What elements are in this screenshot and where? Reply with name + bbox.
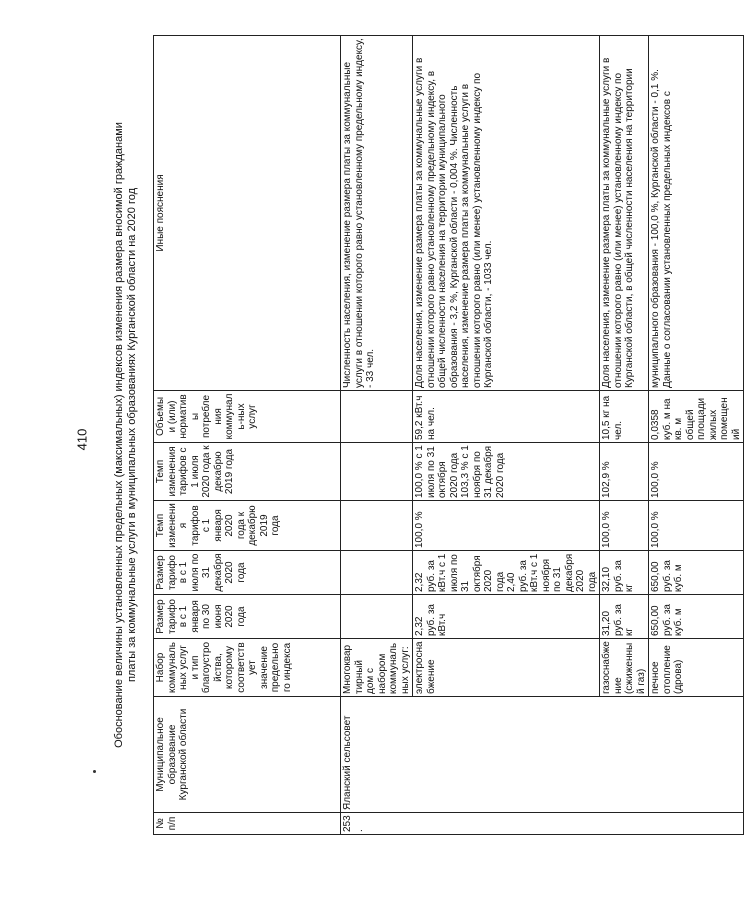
- title-line-1: Обоснование величины установленных предельных (максимальных) индексов изменения размера вносимой гражданами: [113, 122, 125, 748]
- tariff-jan: 2,32 руб. за кВт.ч: [413, 595, 600, 639]
- rate-jan: 100,0 %: [600, 501, 649, 551]
- rate-jan: 100,0 %: [413, 501, 600, 551]
- tariff-jan: 650,00 руб. за куб. м: [649, 595, 744, 639]
- scan-speck: [93, 770, 96, 773]
- header-mo: Муниципальное образование Курганской области: [154, 697, 341, 813]
- table-row: [341, 36, 413, 835]
- rotated-document: [113, 35, 742, 835]
- document-title: [113, 35, 153, 835]
- service-name: электроснабжение: [413, 639, 600, 697]
- volume: 59,2 кВт.ч на чел.: [413, 391, 600, 443]
- municipality-name: Яланский сельсовет: [341, 697, 744, 813]
- tariff-jul: 650,00 руб. за куб. м: [649, 551, 744, 595]
- rate-jul: 100,0 %: [649, 443, 744, 501]
- title-line-2: платы за коммунальные услуги в муниципальных образованиях Курганской области на 2020 год: [126, 187, 138, 683]
- header-tariff-jan: Размер тарифов с 1 января по 30 июня 2020 года: [154, 595, 341, 639]
- tariff-jul: 2,32 руб. за кВт.ч с 1 июля по 31 октября 2020 года 2,40 руб. за кВт.ч с 1 ноября по 31 декабря 2020 года: [413, 551, 600, 595]
- row-number: 253.: [341, 813, 744, 835]
- index-table: [153, 35, 744, 835]
- note-cell: Доля населения, изменение размера платы за коммунальные услуги в отношении которого равно установленному предельному индексу, в общей численности населения на территории муниципального образования - 3,2 %, Курганской области - 0,004 %. Численность населения, изменение размера платы за коммунальные услуги в отношении которого равно (или менее) установленному индексу по Курганской области, - 1033 чел.: [413, 36, 600, 391]
- rate-jan: 100,0 %: [649, 501, 744, 551]
- tariff-jul: 32,10 руб. за кг: [600, 551, 649, 595]
- header-row: [154, 36, 341, 835]
- volume: 10,5 кг на чел.: [600, 391, 649, 443]
- header-rate-jan: Темп изменения тарифов с 1 января 2020 года к декабрю 2019 года: [154, 501, 341, 551]
- note-cell: муниципального образования - 100,0 %, Курганской области - 0,1 %. Данные о согласовании установленных предельных индексов с: [649, 36, 744, 391]
- header-notes: Иные пояснения: [154, 36, 341, 391]
- service-set: Многоквартирный дом с набором коммунальных услуг:: [341, 639, 413, 697]
- header-services: Набор коммунальных услуг и тип благоустройства, которому соответствует значение предельного индекса: [154, 639, 341, 697]
- rate-jul: 100,0 % с 1 июля по 31 октября 2020 года 103,3 % с 1 ноября по 31 декабря 2020 года: [413, 443, 600, 501]
- header-rate-jul: Темп изменения тарифов с 1 июля 2020 года к декабрю 2019 года: [154, 443, 341, 501]
- header-no: № п/п: [154, 813, 341, 835]
- volume: 0,0358 куб. м на кв. м общей площади жилых помещений: [649, 391, 744, 443]
- page-number: 410: [74, 428, 90, 451]
- header-volume: Объемы и (или) нормативы потребления коммуналь-ных услуг: [154, 391, 341, 443]
- service-name: печное отопление (дрова): [649, 639, 744, 697]
- note-cell: Доля населения, изменение размера платы за коммунальные услуги в отношении которого равно (или менее) установленному индексу по Курганской области, в общей численности населения на территории: [600, 36, 649, 391]
- rate-jul: 102,9 %: [600, 443, 649, 501]
- header-tariff-jul: Размер тарифов с 1 июля по 31 декабря 2020 года: [154, 551, 341, 595]
- tariff-jan: 31,20 руб. за кг: [600, 595, 649, 639]
- service-name: газоснабжение (сжиженный газ): [600, 639, 649, 697]
- note-cell: Численность населения, изменение размера платы за коммунальные услуги в отношении которого равно установленному предельному индексу, - 33 чел.: [341, 36, 413, 391]
